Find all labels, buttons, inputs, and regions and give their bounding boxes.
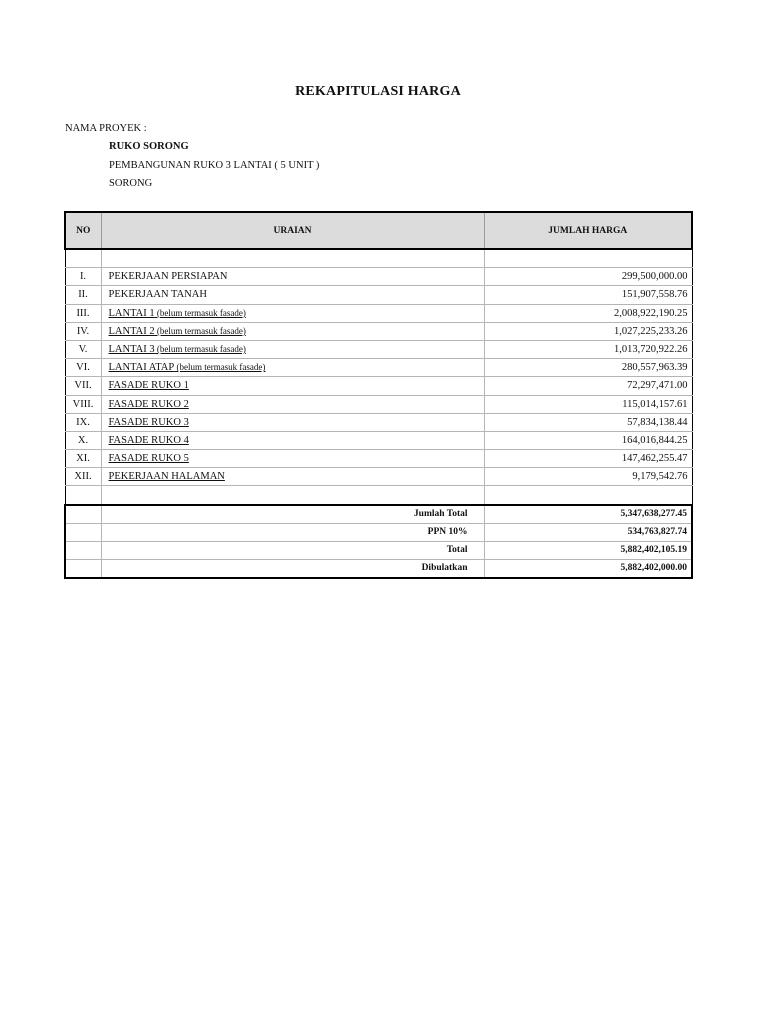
row-description [101, 340, 484, 358]
row-description-main: PEKERJAAN HALAMAN [108, 471, 225, 483]
row-number: X. [65, 431, 101, 449]
row-amount: 72,297,471.00 [484, 377, 692, 395]
row-description [101, 286, 484, 304]
summary-row-dibulatkan [65, 560, 692, 579]
spacer-row [65, 249, 692, 268]
price-recap-table-container [64, 211, 691, 579]
summary-label: Jumlah Total [101, 505, 484, 524]
row-number: I. [65, 268, 101, 286]
summary-label: Total [101, 542, 484, 560]
summary-empty-cell [65, 560, 101, 579]
table-row [65, 450, 692, 468]
summary-row-total [65, 542, 692, 560]
spacer-cell [101, 486, 484, 505]
row-description [101, 413, 484, 431]
document-title: REKAPITULASI HARGA [295, 84, 461, 99]
row-amount: 147,462,255.47 [484, 450, 692, 468]
row-amount: 9,179,542.76 [484, 468, 692, 486]
project-name: RUKO SORONG [109, 141, 189, 152]
row-description-main: FASADE RUKO 3 [108, 416, 189, 428]
row-number: II. [65, 286, 101, 304]
row-description-main: LANTAI ATAP [108, 362, 175, 374]
row-description [101, 377, 484, 395]
spacer-cell [484, 249, 692, 268]
row-description-main: PEKERJAAN TANAH [108, 289, 207, 301]
row-description-main: FASADE RUKO 4 [108, 434, 189, 446]
table-row [65, 377, 692, 395]
header-no: NO [65, 212, 101, 249]
row-description-main: FASADE RUKO 5 [108, 453, 189, 465]
table-row [65, 468, 692, 486]
summary-empty-cell [65, 523, 101, 541]
table-row [65, 395, 692, 413]
summary-value: 534,763,827.74 [484, 523, 692, 541]
row-description [101, 468, 484, 486]
row-description [101, 431, 484, 449]
row-number: III. [65, 304, 101, 322]
row-amount: 57,834,138.44 [484, 413, 692, 431]
spacer-cell [65, 249, 101, 268]
row-description-note: (belum termasuk fasade) [154, 344, 246, 355]
summary-value: 5,882,402,000.00 [484, 560, 692, 579]
row-description-note: (belum termasuk fasade) [154, 325, 246, 336]
price-recap-table [64, 211, 693, 579]
summary-label: PPN 10% [101, 523, 484, 541]
table-row [65, 322, 692, 340]
row-amount: 2,008,922,190.25 [484, 304, 692, 322]
table-body [65, 249, 692, 505]
table-row [65, 286, 692, 304]
project-description: PEMBANGUNAN RUKO 3 LANTAI ( 5 UNIT ) [109, 160, 320, 171]
row-amount: 299,500,000.00 [484, 268, 692, 286]
row-description-main: LANTAI 1 [108, 307, 155, 319]
project-label: NAMA PROYEK : [65, 123, 147, 134]
project-location: SORONG [109, 178, 153, 189]
table-row [65, 268, 692, 286]
table-row [65, 413, 692, 431]
row-number: IV. [65, 322, 101, 340]
row-amount: 1,027,225,233.26 [484, 322, 692, 340]
row-description-main: LANTAI 3 [108, 344, 155, 356]
summary-row-jumlah-total [65, 505, 692, 524]
row-number: VI. [65, 359, 101, 377]
spacer-cell [484, 486, 692, 505]
row-description [101, 450, 484, 468]
row-amount: 151,907,558.76 [484, 286, 692, 304]
row-amount: 115,014,157.61 [484, 395, 692, 413]
header-row [65, 212, 692, 249]
table-header [65, 212, 692, 249]
spacer-row [65, 486, 692, 505]
summary-empty-cell [65, 505, 101, 524]
row-description-main: FASADE RUKO 2 [108, 398, 189, 410]
row-amount: 1,013,720,922.26 [484, 340, 692, 358]
row-description [101, 359, 484, 377]
header-uraian: URAIAN [101, 212, 484, 249]
table-row [65, 431, 692, 449]
row-description-main: PEKERJAAN PERSIAPAN [108, 271, 228, 283]
table-row [65, 304, 692, 322]
row-description [101, 304, 484, 322]
row-number: VIII. [65, 395, 101, 413]
summary-label: Dibulatkan [101, 560, 484, 579]
table-row [65, 359, 692, 377]
table-row [65, 340, 692, 358]
summary-value: 5,347,638,277.45 [484, 505, 692, 524]
summary-value: 5,882,402,105.19 [484, 542, 692, 560]
row-description-main: FASADE RUKO 1 [108, 380, 189, 392]
header-jumlah-harga: JUMLAH HARGA [484, 212, 692, 249]
row-number: IX. [65, 413, 101, 431]
row-amount: 164,016,844.25 [484, 431, 692, 449]
row-number: V. [65, 340, 101, 358]
row-number: XI. [65, 450, 101, 468]
row-number: VII. [65, 377, 101, 395]
row-number: XII. [65, 468, 101, 486]
spacer-cell [65, 486, 101, 505]
row-amount: 280,557,963.39 [484, 359, 692, 377]
row-description-main: LANTAI 2 [108, 325, 155, 337]
row-description-note: (belum termasuk fasade) [174, 362, 266, 373]
summary-section [65, 505, 692, 579]
spacer-cell [101, 249, 484, 268]
summary-row-ppn [65, 523, 692, 541]
row-description [101, 395, 484, 413]
summary-empty-cell [65, 542, 101, 560]
row-description-note: (belum termasuk fasade) [154, 307, 246, 318]
row-description [101, 268, 484, 286]
row-description [101, 322, 484, 340]
